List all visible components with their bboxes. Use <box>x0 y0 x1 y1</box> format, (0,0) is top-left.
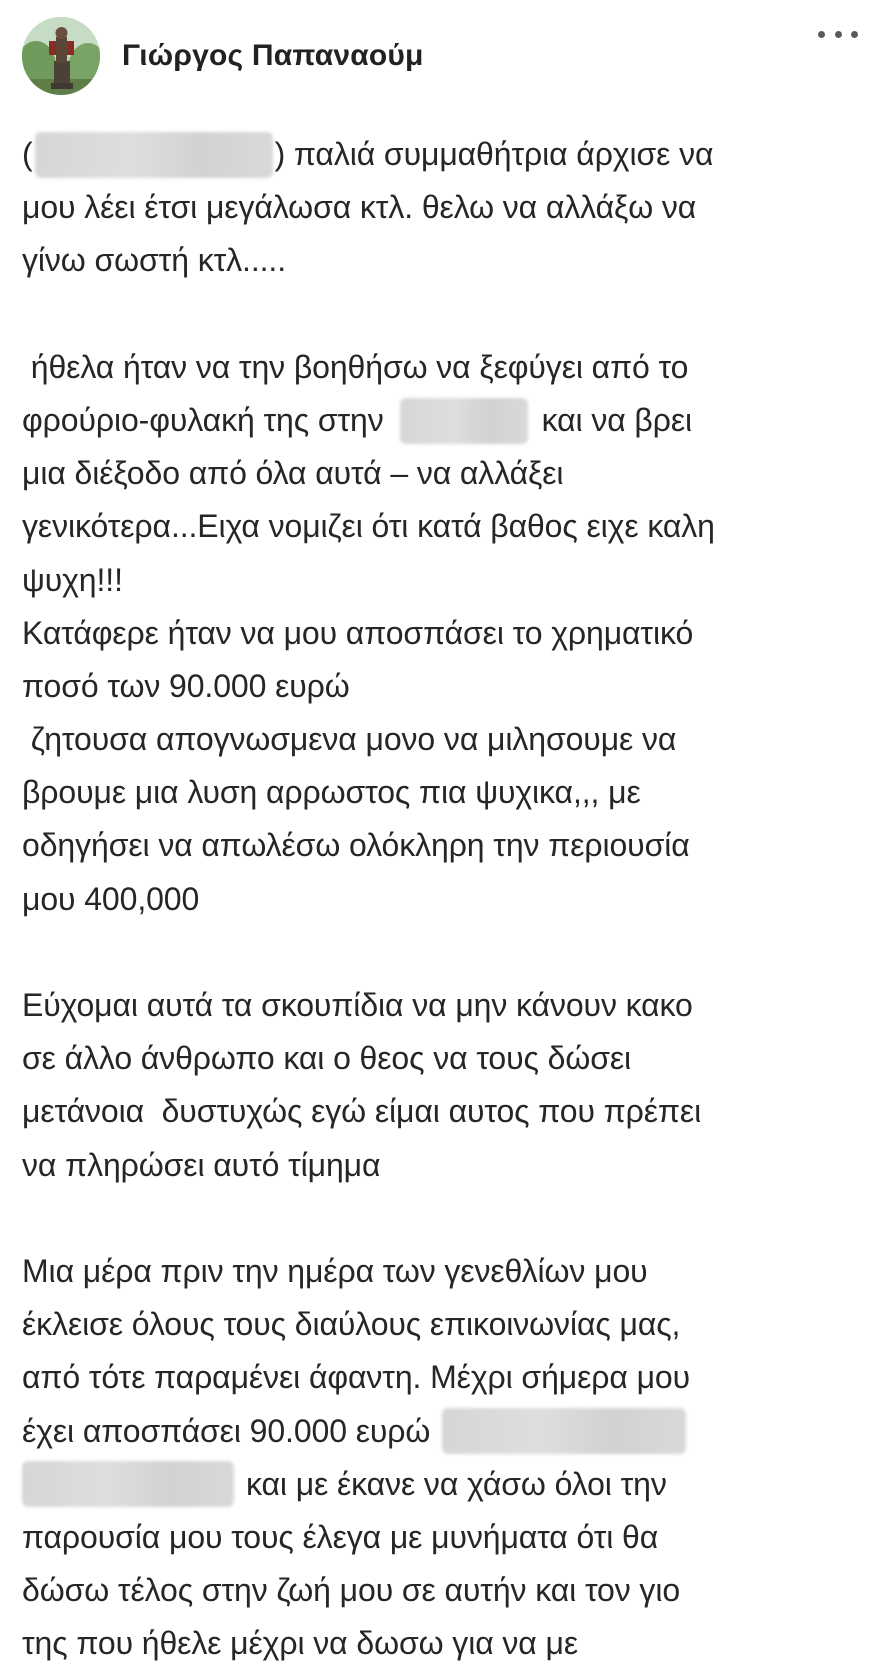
profile-photo-statue-icon <box>22 17 100 95</box>
text-line: μετάνοια δυστυχώς εγώ είμαι αυτος που πρέπει <box>22 1093 702 1130</box>
text-line: μια διέξοδο από όλα αυτά – να αλλάξει <box>22 455 564 492</box>
post-body <box>22 128 862 1670</box>
text-fragment: ) παλιά συμμαθήτρια άρχισε να <box>274 136 714 172</box>
text-line: Μια μέρα πριν την ημέρα των γενεθλίων μου <box>22 1252 648 1289</box>
text-fragment: έχει αποσπάσει 90.000 ευρώ <box>22 1412 431 1449</box>
text-line: Κατάφερε ήταν να μου αποσπάσει το χρηματικό <box>22 614 694 651</box>
text-line: μου 400,000 <box>22 880 200 917</box>
author-name[interactable]: Γιώργος Παπαναούμ <box>122 39 424 72</box>
text-line: βρουμε μια λυση αρρωστος πια ψυχικα,,, με <box>22 774 641 811</box>
text-line: δώσω τέλος στην ζωή μου σε αυτήν και τον γιο <box>22 1572 681 1609</box>
paragraph-gap <box>22 926 862 979</box>
text-line: ήθελα ήταν να την βοηθήσω να ξεφύγει από το <box>22 348 689 385</box>
text-line: από τότε παραμένει άφαντη. Μέχρι σήμερα μου <box>22 1359 691 1396</box>
text-line <box>22 394 862 447</box>
text-fragment: και να βρει <box>541 401 692 438</box>
text-line: ποσό των 90.000 ευρώ <box>22 667 350 704</box>
text-line: της που ήθελε μέχρι να δωσω για να με <box>22 1625 578 1662</box>
text-line: σε άλλο άνθρωπο και ο θεος να τους δώσει <box>22 1040 632 1077</box>
text-line: ζητουσα απογνωσμενα μονο να μιλησουμε να <box>22 721 677 758</box>
text-line: γίνω σωστή κτλ..... <box>22 242 286 279</box>
text-line <box>22 1405 862 1458</box>
text-line <box>22 128 862 181</box>
text-line: ψυχη!!! <box>22 561 123 598</box>
text-line: παρουσία μου τους έλεγα με μυνήματα ότι θα <box>22 1518 659 1555</box>
paragraph-gap <box>22 1192 862 1245</box>
redacted-text <box>22 1461 234 1507</box>
text-line: Εύχομαι αυτά τα σκουπίδια να μην κάνουν κακο <box>22 987 693 1023</box>
text-fragment: φρούριο-φυλακή της στην <box>22 401 384 438</box>
more-options-icon[interactable] <box>818 24 858 44</box>
text-line: μου λέει έτσι μεγάλωσα κτλ. θελω να αλλάξω να <box>22 189 697 226</box>
dot <box>835 31 842 38</box>
paragraph-gap <box>22 288 862 341</box>
redacted-name <box>35 132 273 178</box>
redacted-place <box>400 398 528 444</box>
text-fragment: ( <box>22 136 33 172</box>
avatar[interactable] <box>22 17 100 95</box>
dot <box>818 31 825 38</box>
text-fragment: και με έκανε να χάσω όλοι την <box>246 1465 667 1502</box>
text-line: έκλεισε όλους τους διαύλους επικοινωνίας μας, <box>22 1306 681 1343</box>
text-line: οδηγήσει να απωλέσω ολόκληρη την περιουσία <box>22 827 690 864</box>
redacted-text <box>442 1408 686 1454</box>
text-line: γενικότερα...Ειχα νομιζει ότι κατά βαθος ειχε καλη <box>22 508 715 545</box>
text-line <box>22 1458 862 1511</box>
dot <box>851 31 858 38</box>
post-header <box>22 18 858 94</box>
text-line: να πληρώσει αυτό τίμημα <box>22 1146 381 1183</box>
